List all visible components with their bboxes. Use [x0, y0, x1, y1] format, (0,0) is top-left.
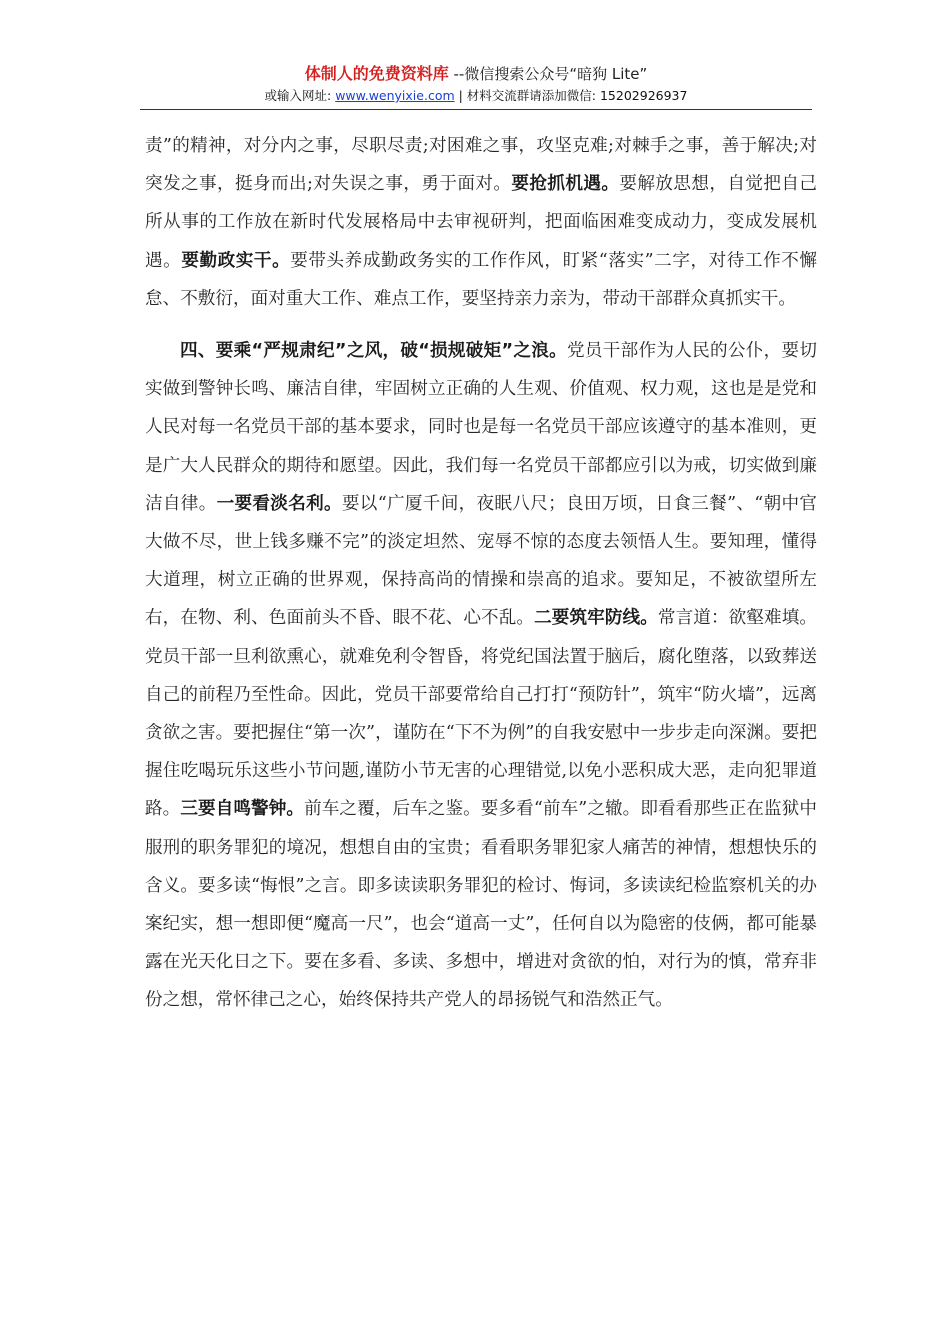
paragraph-section-four — [145, 332, 817, 1020]
paragraph-text: 要以“广厦千间，夜眠八尺；良田万顷，日食三餐”、“朝中官大做不尽，世上钱多赚不完”的淡定坦然、宠辱不惊的态度去领悟人生。要知理，懂得大道理，树立正确的世界观，保持高尚的情操和崇高的追求。要知足，不被欲望所左右，在物、利、色面前头不昏、眼不花、心不乱。 — [145, 493, 817, 629]
bold-point-alarm: 三要自鸣警钟。 — [180, 799, 305, 820]
paragraph-text: 常言道：欲壑难填。党员干部一旦利欲熏心，就难免利令智昏，将党纪国法置于脑后，腐化堕落，以致葬送自己的前程乃至性命。因此，党员干部要常给自己打打“预防针”，筑牢“防火墙”，远离贪欲之害。要把握住“第一次”，谨防在“下不为例”的自我安慰中一步步走向深渊。要把握住吃喝玩乐这些小节问题,谨防小节无害的心理错觉,以免小恶积成大恶，走向犯罪道路。 — [145, 608, 817, 820]
paragraph-text: 要解放思想，自觉把自己所从事的工作放在新时代发展格局中去审视研判，把面临困难变成动力，变成发展机遇。 — [145, 174, 817, 271]
document-body — [145, 127, 817, 1020]
paragraph-text: 要带头养成勤政务实的工作作风，盯紧“落实”二字，对待工作不懈怠、不敷衍，面对重大工作、难点工作，要坚持亲力亲为，带动干部群众真抓实干。 — [145, 250, 817, 309]
bold-point-defense: 二要筑牢防线。 — [534, 608, 658, 629]
paragraph-text: 责”的精神，对分内之事，尽职尽责;对困难之事，攻坚克难;对棘手之事，善于解决;对突发之事，挺身而出;对失误之事，勇于面对。 — [145, 136, 817, 195]
paragraph-continuation — [145, 127, 817, 318]
url-label: 或输入网址: — [264, 88, 336, 103]
bold-point-diligent-work: 要勤政实干。 — [181, 250, 291, 271]
page-header — [140, 64, 812, 105]
website-link[interactable]: www.wenyixie.com — [335, 88, 455, 103]
bold-point-fame: 一要看淡名利。 — [216, 493, 342, 514]
paragraph-text: 党员干部作为人民的公仆，要切实做到警钟长鸣、廉洁自律，牢固树立正确的人生观、价值观、权力观，这也是是党和人民对每一名党员干部的基本要求，同时也是每一名党员干部应该遵守的基本准则，更是广大人民群众的期待和愿望。因此，我们每一名党员干部都应引以为戒，切实做到廉洁自律。 — [145, 341, 817, 514]
wechat-hint: --微信搜索公众号“暗狗 Lite” — [448, 65, 648, 83]
brand-title: 体制人的免费资料库 — [304, 64, 449, 83]
section-heading: 四、要乘“严规肃纪”之风，破“损规破矩”之浪。 — [180, 341, 568, 362]
paragraph-text: 前车之覆，后车之鉴。要多看“前车”之辙。即看看那些正在监狱中服刑的职务罪犯的境况，想想自由的宝贵；看看职务罪犯家人痛苦的神情，想想快乐的含义。要多读“悔恨”之言。即多读读职务罪犯的检讨、悔词，多读读纪检监察机关的办案纪实，想一想即便“魔高一尺”，也会“道高一丈”，任何自以为隐密的伎俩，都可能暴露在光天化日之下。要在多看、多读、多想中，增进对贪欲的怕，对行为的慎，常弃非份之想，常怀律己之心，始终保持共产党人的昂扬锐气和浩然正气。 — [145, 799, 817, 1011]
header-divider — [140, 109, 812, 110]
header-url-line — [140, 87, 812, 105]
header-promo-line — [140, 64, 812, 84]
bold-point-seize-opportunity: 要抢抓机遇。 — [511, 174, 620, 195]
group-info: | 材料交流群请添加微信: 15202926937 — [454, 88, 688, 103]
